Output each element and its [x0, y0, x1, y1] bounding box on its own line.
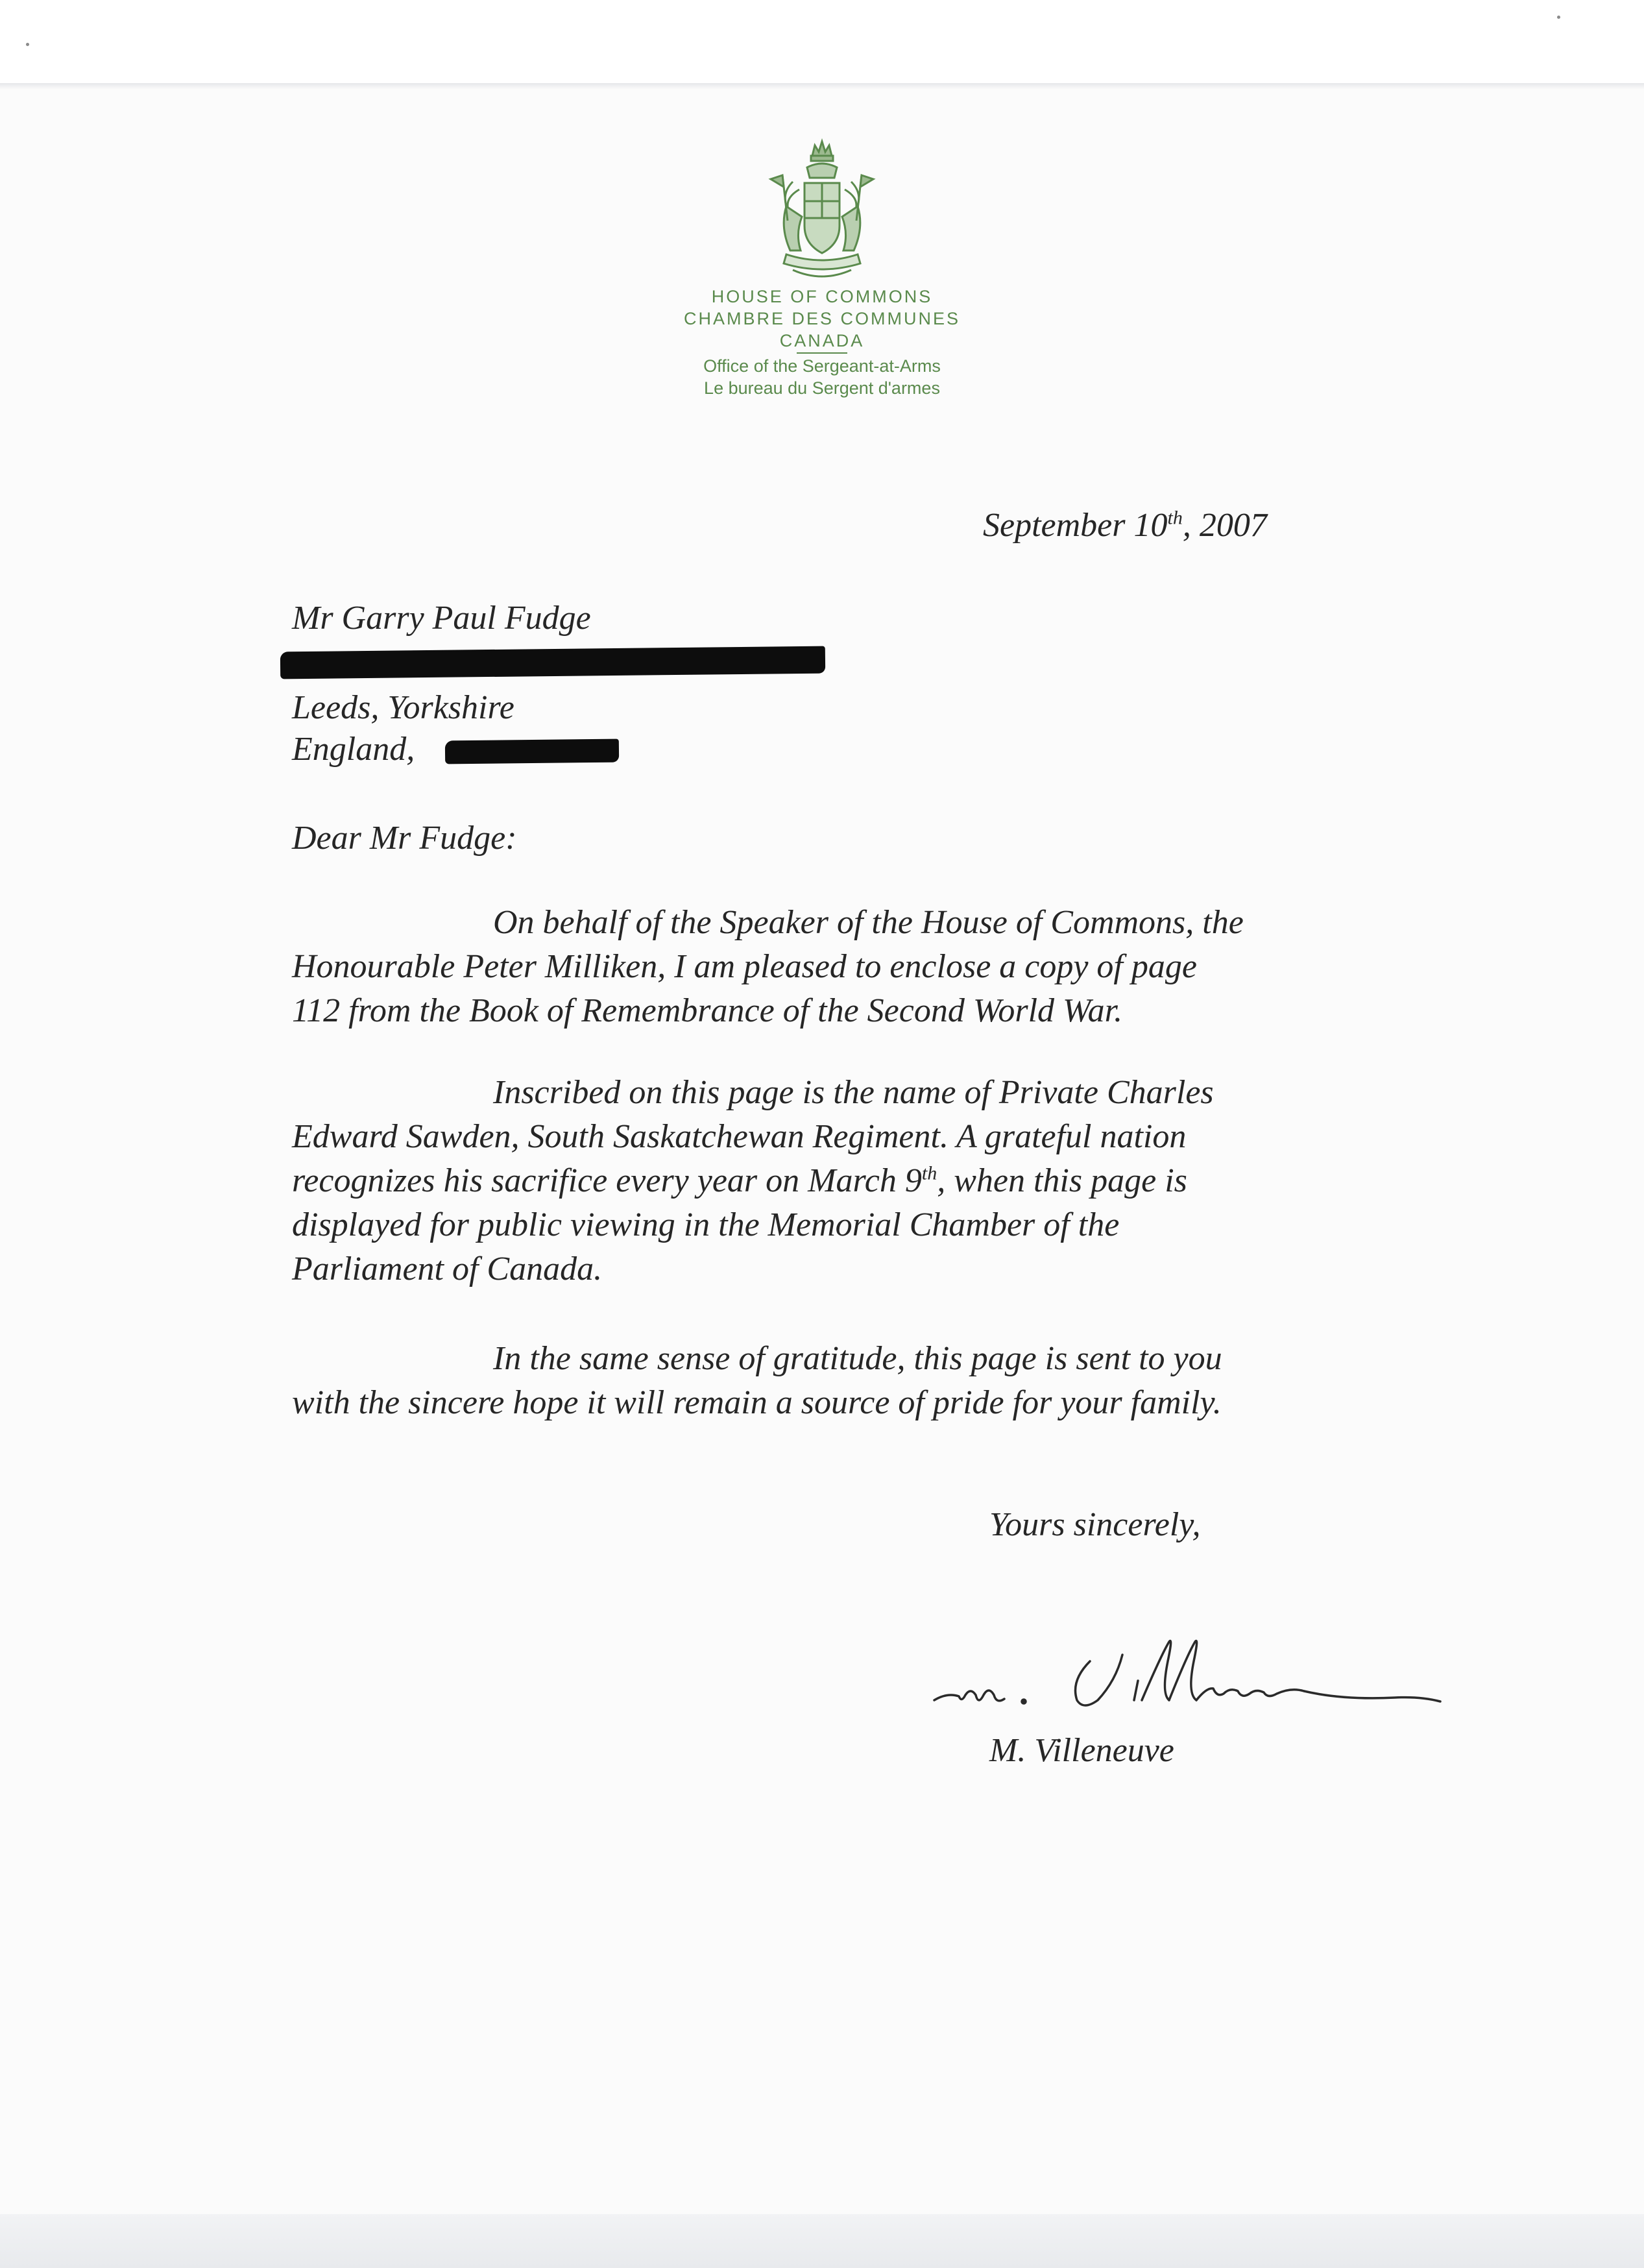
recipient-country: England, — [292, 731, 415, 768]
scan-margin-bottom — [0, 2214, 1644, 2268]
paragraph-line: with the sincere hope it will remain a source of pride for your family. — [292, 1384, 1222, 1421]
scan-speck — [1557, 16, 1560, 19]
paragraph-line: In the same sense of gratitude, this page is sent to you — [493, 1340, 1222, 1377]
body-paragraph-1 — [292, 901, 1395, 1033]
redacted-postcode — [445, 739, 619, 764]
letterhead-office-fr: Le bureau du Sergent d'armes — [704, 378, 940, 398]
paragraph-line: Honourable Peter Milliken, I am pleased to enclose a copy of page — [292, 948, 1197, 985]
paragraph-line: Edward Sawden, South Saskatchewan Regiment. A grateful nation — [292, 1118, 1187, 1155]
date-year: , 2007 — [1182, 507, 1267, 544]
recipient-name: Mr Garry Paul Fudge — [292, 600, 591, 637]
letterhead-house-of-commons: HOUSE OF COMMONS — [711, 287, 933, 306]
letterhead — [627, 136, 1017, 399]
date-month-day: September 10 — [983, 507, 1168, 544]
ordinal-suffix: th — [921, 1162, 937, 1184]
body-paragraph-3 — [292, 1337, 1395, 1425]
redacted-street-address — [280, 646, 825, 679]
recipient-city: Leeds, Yorkshire — [292, 689, 514, 726]
paper-edge — [0, 83, 1644, 90]
scan-margin-top — [0, 0, 1644, 83]
letterhead-divider — [797, 352, 847, 354]
handwritten-signature — [928, 1635, 1447, 1720]
paragraph-line: Inscribed on this page is the name of Private Charles — [493, 1074, 1214, 1111]
paragraph-line — [292, 1159, 1395, 1203]
paragraph-line-part: , when this page is — [937, 1162, 1187, 1199]
paragraph-line: On behalf of the Speaker of the House of Commons, the — [493, 904, 1244, 941]
paragraph-line: Parliament of Canada. — [292, 1250, 603, 1287]
letter-date — [983, 506, 1267, 544]
letterhead-chambre-des-communes: CHAMBRE DES COMMUNES — [683, 309, 961, 328]
letterhead-canada: CANADA — [779, 331, 865, 350]
paragraph-line: displayed for public viewing in the Memorial Chamber of the — [292, 1206, 1120, 1243]
salutation: Dear Mr Fudge: — [292, 820, 517, 857]
closing: Yours sincerely, — [989, 1506, 1201, 1543]
coat-of-arms-icon — [767, 136, 877, 286]
date-ordinal: th — [1167, 507, 1183, 529]
letterhead-office-en: Office of the Sergeant-at-Arms — [703, 356, 941, 376]
paragraph-line: 112 from the Book of Remembrance of the Second World War. — [292, 992, 1123, 1029]
scan-speck — [26, 43, 29, 46]
signer-name: M. Villeneuve — [989, 1732, 1174, 1769]
paragraph-line-part: recognizes his sacrifice every year on March 9 — [292, 1162, 922, 1199]
body-paragraph-2 — [292, 1071, 1395, 1291]
